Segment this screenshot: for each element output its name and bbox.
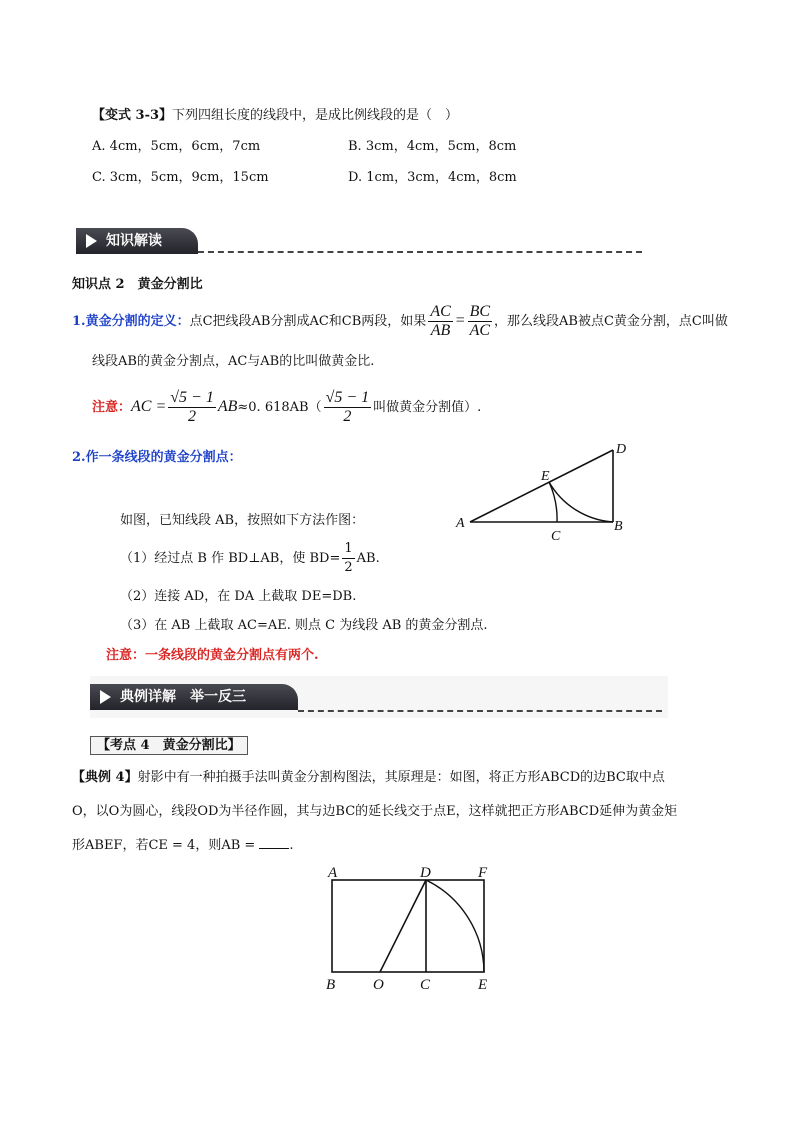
def-text1: 点C把线段AB分割成AC和CB两段，如果 [189, 314, 427, 329]
banner-dashed-line [198, 251, 642, 253]
example-line3: 形ABEF，若CE = 4，则AB = . [72, 838, 294, 853]
fraction-sqrt5: $\frac{√5 - 1}{2}$ [170, 389, 214, 425]
variant-question [92, 104, 458, 123]
fraction-sqrt5-value: $\frac{√5 - 1}{2}$ [325, 389, 370, 425]
option-a: A. 4cm，5cm，6cm，7cm [92, 139, 261, 154]
option-d: D. 1cm，3cm，4cm，8cm [348, 170, 517, 185]
segment-ad [470, 450, 613, 522]
variant-label: 【变式 3-3】 [92, 108, 173, 123]
fig1-label-b: B [614, 519, 623, 534]
def-label: 1.黄金分割的定义： [72, 314, 190, 329]
golden-note: 注意：AC = $\frac{√5 - 1}{2}$ AB≈0. 618AB（ $\frac{√5 - 1}{2}$ 叫做黄金分割值）. [92, 389, 482, 425]
def-text2: ，那么线段AB被点C黄金分割，点C叫做 [494, 314, 728, 329]
segment-od [380, 880, 426, 972]
example-line1: 【典例 4】射影中有一种拍摄手法叫黄金分割构图法，其原理是：如图，将正方形ABCD的边BC取中点 [72, 770, 665, 785]
variant-question-text: 下列四组长度的线段中，是成比例线段的是（ ） [172, 108, 459, 123]
option-b: B. 3cm，4cm，5cm，8cm [348, 139, 517, 154]
example-line2: O，以O为圆心，线段OD为半径作圆，其与边BC的延长线交于点E，这样就把正方形ABCD延伸为黄金矩 [72, 804, 678, 819]
answer-blank[interactable] [259, 836, 289, 849]
arc-de [426, 880, 484, 972]
step-1: （1）经过点 B 作 BD⊥AB，使 BD= $\frac{1}{2}$ AB. [120, 541, 380, 575]
fig2-label-b: B [326, 977, 336, 993]
fig2-label-f: F [478, 865, 488, 881]
def-line2: 线段AB的黄金分割点，AC与AB的比叫做黄金比. [92, 354, 375, 369]
rectangle-abef [332, 880, 484, 972]
golden-rectangle-figure [320, 860, 500, 996]
kp-title: 知识点 2 黄金分割比 [72, 277, 203, 292]
example-banner-label: 典例详解 举一反三 [120, 689, 246, 705]
fig2-label-o: O [373, 977, 384, 993]
banner2-dashed-line [298, 710, 662, 712]
fraction-bc-ac: $\frac{BC}{AC}$ [469, 303, 491, 339]
fig1-label-e: E [541, 469, 550, 484]
example-banner [90, 684, 298, 710]
step-2: （2）连接 AD，在 DA 上截取 DE=DB. [120, 589, 357, 604]
note-two-points: 注意：一条线段的黄金分割点有两个. [106, 648, 319, 663]
fig2-label-a: A [328, 865, 338, 881]
arc-de [549, 482, 613, 522]
knowledge-banner-label: 知识解读 [106, 233, 162, 249]
construct-label: 2.作一条线段的黄金分割点： [72, 450, 242, 465]
kaodian-title: 【考点 4 黄金分割比】 [90, 736, 248, 755]
play-triangle-icon [86, 234, 97, 248]
def-line1: 1.黄金分割的定义：点C把线段AB分割成AC和CB两段，如果 $\frac{AC}{AB}$ = $\frac{BC}{AC}$ ，那么线段AB被点C黄金分割，点C叫做 [72, 303, 728, 339]
fig1-label-c: C [551, 529, 561, 544]
option-c: C. 3cm，5cm，9cm，15cm [92, 170, 269, 185]
note-label: 注意： [92, 400, 132, 415]
fraction-one-half: $\frac{1}{2}$ [344, 541, 353, 575]
step-3: （3）在 AB 上截取 AC=AE. 则点 C 为线段 AB 的黄金分割点. [120, 618, 488, 633]
fig1-label-a: A [456, 516, 465, 531]
construct-intro: 如图，已知线段 AB，按照如下方法作图： [120, 513, 365, 528]
fig2-label-d: D [420, 865, 431, 881]
example-label: 【典例 4】 [72, 770, 138, 785]
fraction-ac-ab: $\frac{AC}{AB}$ [430, 303, 451, 339]
knowledge-banner [76, 228, 198, 254]
play-triangle-icon [100, 690, 111, 704]
fig2-label-e: E [478, 977, 488, 993]
fig2-label-c: C [420, 977, 431, 993]
fig1-label-d: D [616, 442, 627, 457]
golden-section-figure [450, 436, 640, 544]
